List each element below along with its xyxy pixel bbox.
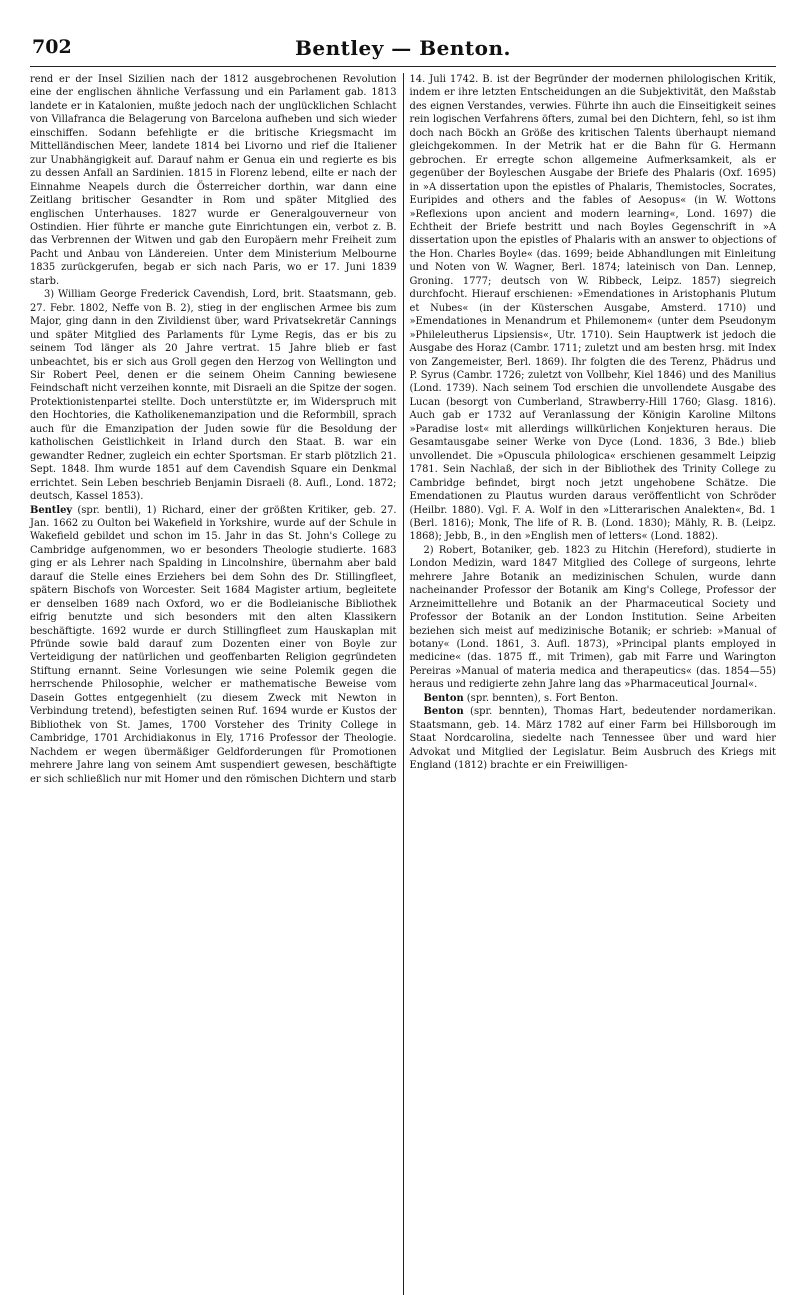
text-columns <box>30 73 776 1295</box>
paragraph-left-1 <box>30 73 397 288</box>
entry-keyword: Benton <box>423 692 464 704</box>
paragraph-left-2 <box>30 288 397 503</box>
paragraph-text: , 1) Richard, einer der größten Kritiker, geb. 27. Jan. 1662 zu Oulton bei Wakefield in Yorkshire, wurde auf der Schule in Wakefield gebildet und schon im 15. Jahr in das St. John's College zu Cambridge aufgenommen, wo er besonders Theologie studierte. 1683 ging er als Lehrer nach Spalding in Lincolnshire, übernahm aber bald darauf die Stelle eines Erziehers bei dem Sohn des Dr. Stillingfleet, spätern Bischofs von Worcester. Seit 1684 Magister artium, begleitete er denselben 1689 nach Oxford, wo er die Bodleianische Bibliothek eifrig benutzte und sich besonders mit den alten Klassikern beschäftigte. 1692 wurde er durch Stillingfleet zum Hauskaplan mit Pfründe sowie bald darauf zum Dozenten einer von Boyle zur Verteidigung der natürlichen und geoffenbarten Religion gegründeten Stiftung ernannt. Seine Vorlesungen wie seine Polemik gegen die herrschende Philosophie, welcher er mathematische Beweise vom Dasein Gottes entgegenhielt (zu diesem Zweck mit Newton in Verbindung tretend), befestigten seinen Ruf. 1694 wurde er Kustos der Bibliothek von St. James, 1700 Vorsteher des Trinity College in Cambridge, 1701 Archidiakonus in Ely, 1716 Professor der Theologie. Nachdem er wegen übermäßiger Geldforderungen für Promotionen mehrere Jahre lang von seinem Amt suspendiert gewesen, beschäftigte er sich schließlich nur mit Homer und den römischen Dichtern und starb <box>30 504 397 785</box>
paragraph-text: rend er der Insel Sizilien nach der 1812 ausgebrochenen Revolution eine der englischen ähnliche Verfassung und ein Parlament gab. 1813 landete er in Katalonien, mußte jedoch nach der unglücklichen Schlacht von Villafranca die Belagerung von Barcelona aufheben und sich wieder einschiffen. Sodann befehligte er die britische Kriegsmacht im Mittelländischen Meer, landete 1814 bei Livorno und rief die Italiener zur Unabhängigkeit auf. Darauf nahm er Genua ein und regierte es bis zu dessen Anfall an Sardinien. 1815 in Florenz lebend, eilte er nach der Einnahme Neapels durch die Österreicher dorthin, war dann eine Zeitlang britischer Gesandter in Rom und später Mitglied des englischen Unterhauses. 1827 wurde er Generalgouverneur von Ostindien. Hier führte er manche gute Einrichtungen ein, verbot z. B. das Verbrennen der Witwen und gab den Europäern mehr Freiheit zum Pacht und Anbau von Ländereien. Unter dem Ministerium Melbourne 1835 zurückgerufen, begab er sich nach Paris, wo er 17. Juni 1839 starb. <box>30 74 397 287</box>
paragraph-text: , Thomas Hart, bedeutender nordamerikan. Staatsmann, geb. 14. März 1782 auf einer Farm bei Hillsborough im Staat Nordcarolina, siedelte nach Tennessee über und ward hier Advokat und Mitglied der Legislatur. Beim Ausbruch des Kriegs mit England (1812) brachte er ein Freiwilligen- <box>409 706 776 772</box>
entry-keyword: Bentley <box>30 504 73 516</box>
entry-keyword: Benton <box>423 706 464 718</box>
paragraph-text: 2) Robert, Botaniker, geb. 1823 zu Hitchin (Hereford), studierte in London Medizin, ward 1847 Mitglied des College of surgeons, lehrte mehrere Jahre Botanik an medizinischen Schulen, wurde dann nacheinander Professor der Botanik am King's College, Professor der Arzneimittellehre und Botanik an der Pharmaceutical Society und Professor der Botanik an der London Institution. Seine Arbeiten beziehen sich meist auf medizinische Botanik; er schrieb: »Manual of botany« (Lond. 1861, 3. Aufl. 1873), »Principal plants employed in medicine« (das. 1875 ff., mit Trimen), gab mit Farre und Warington Pereiras »Manual of materia medica and therapeutics« (das. 1854—55) heraus und redigierte zehn Jahre lang das »Pharmaceutical Journal«. <box>409 544 776 691</box>
page-header <box>30 30 776 67</box>
running-title: Bentley — Benton. <box>294 36 512 60</box>
pronunciation: (spr. bennten) <box>470 706 545 718</box>
left-column <box>30 73 397 1295</box>
entry-bentley <box>30 504 397 787</box>
entry-benton-2 <box>410 705 777 772</box>
paragraph-text: 3) William George Frederick Cavendish, Lord, brit. Staatsmann, geb. 27. Febr. 1802, Neffe von B. 2), stieg in der englischen Armee bis zum Major, ging dann in den Zivildienst über, ward Privatsekretär Cannings und später Mitglied des Parlaments für Lyme Regis, das er bis zu seinem Tod länger als 20 Jahre vertrat. 15 Jahre blieb er fast unbeachtet, bis er sich aus Groll gegen den Herzog von Wellington und Sir Robert Peel, denen er die seinem Oheim Canning bewiesene Feindschaft nicht verzeihen konnte, mit Disraeli an die Spitze der sogen. Protektionistenpartei stellte. Doch unterstützte er, im Widerspruch mit den Hochtories, die Katholikenemanzipation und die Reformbill, sprach auch für die Emanzipation der Juden sowie für die Besoldung der katholischen Geistlichkeit in Irland durch den Staat. B. war ein gewandter Redner, zugleich ein echter Sportsman. Er starb plötzlich 21. Sept. 1848. Ihm wurde 1851 auf dem Cavendish Square ein Denkmal errichtet. Sein Leben beschrieb Benjamin Disraeli (8. Aufl., Lond. 1872; deutsch, Kassel 1853). <box>30 289 397 503</box>
page-number: 702 <box>32 36 72 58</box>
paragraph-text: , s. Fort Benton. <box>537 692 619 704</box>
paragraph-right-1 <box>410 73 777 544</box>
pronunciation: (spr. bentli) <box>77 504 139 516</box>
pronunciation: (spr. bennten) <box>466 692 538 704</box>
entry-benton-1 <box>410 692 777 705</box>
column-divider <box>403 73 404 1295</box>
paragraph-right-2 <box>410 544 777 692</box>
right-column <box>410 73 777 1295</box>
paragraph-text: 14. Juli 1742. B. ist der Begründer der modernen philologischen Kritik, indem er ihre letzten Entscheidungen an die Subjektivität, den Maßstab des eignen Verstandes, verwies. Führte ihn auch die Einseitigkeit seines rein logischen Verfahrens öfters, zumal bei den Dichtern, fehl, so ist ihm doch nach Böckh an Größe des kritischen Talents überhaupt niemand gleichgekommen. In der Metrik hat er die Bahn für G. Hermann gebrochen. Er erregte schon allgemeine Aufmerksamkeit, als er gegenüber der Boyleschen Ausgabe der Briefe des Phalaris (Oxf. 1695) in »A dissertation upon the epistles of Phalaris, Themistocles, Socrates, Euripides and others and the fables of Aesopus« (in W. Wottons »Reflexions upon ancient and modern learning«, Lond. 1697) die Echtheit der Briefe bestritt und nach Boyles Gegenschrift in »A dissertation upon the epistles of Phalaris with an answer to objections of the Hon. Charles Boyle« (das. 1699; beide Abhandlungen mit Einleitung und Noten von W. Wagner, Berl. 1874; lateinisch von Dan. Lennep, Groning. 1777; deutsch von W. Ribbeck, Leipz. 1857) siegreich durchfocht. Hierauf erschienen: »Emendationes in Aristophanis Plutum et Nubes« (in der Küsterschen Ausgabe, Amsterd. 1710) und »Emendationes in Menandrum et Philemonem« (unter dem Pseudonym »Phileleutherus Lipsiensis«, Utr. 1710). Sein Hauptwerk ist jedoch die Ausgabe des Horaz (Cambr. 1711; zuletzt und am besten hrsg. mit Index von Zangemeister, Berl. 1869). Ihr folgten die des Terenz, Phädrus und P. Syrus (Cambr. 1726; zuletzt von Vollbehr, Kiel 1846) und des Manilius (Lond. 1739). Nach seinem Tod erschien die unvollendete Ausgabe des Lucan (besorgt von Cumberland, Strawberry-Hill 1760; Glasg. 1816). Auch gab er 1732 auf Veranlassung der Königin Karoline Miltons »Paradise lost« mit allerdings willkürlichen Konjekturen heraus. Die Gesamtausgabe seiner Werke von Dyce (Lond. 1836, 3 Bde.) blieb unvollendet. Die »Opuscula philologica« erschienen gesammelt Leipzig 1781. Sein Nachlaß, der sich in der Bibliothek des Trinity College zu Cambridge befindet, birgt noch jetzt ungehobene Schätze. Die Emendationen zu Plautus wurden daraus veröffentlicht von Schröder (Heilbr. 1880). Vgl. F. A. Wolf in den »Litterarischen Analekten«, Bd. 1 (Berl. 1816); Monk, The life of R. B. (Lond. 1830); Mähly, R. B. (Leipz. 1868); Jebb, B., in den »English men of letters« (Lond. 1882). <box>409 74 776 543</box>
